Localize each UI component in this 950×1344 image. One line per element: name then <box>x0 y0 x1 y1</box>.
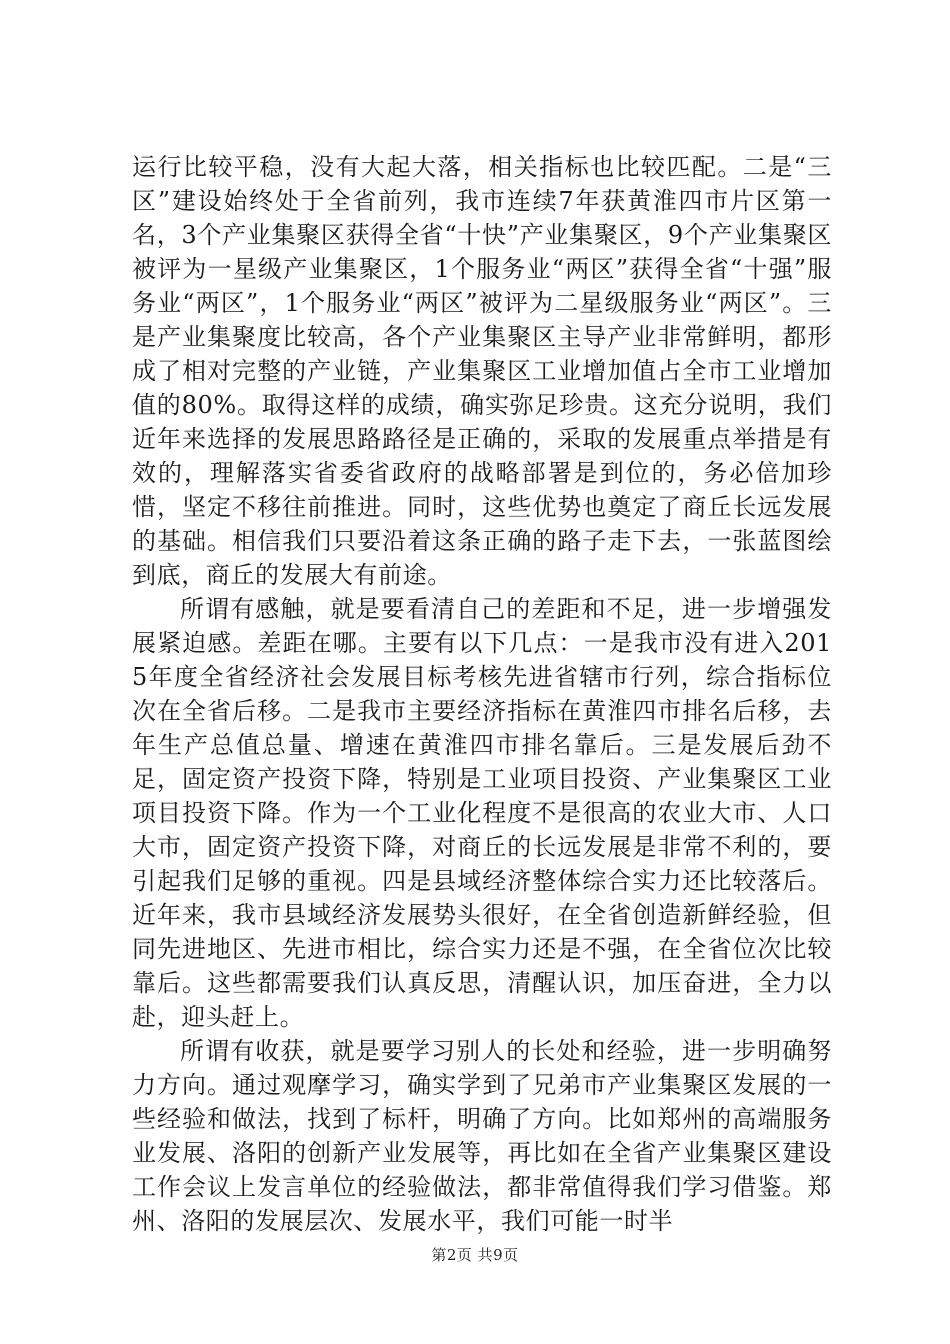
paragraph-gaps: 所谓有感触，就是要看清自己的差距和不足，进一步增强发展紧迫感。差距在哪。主要有以下几点：一是我市没有进入2015年度全省经济社会发展目标考核先进省辖市行列，综合指标位次在全省后移。二是我市主要经济指标在黄淮四市排名后移，去年生产总值总量、增速在黄淮四市排名靠后。三是发展后劲不足，固定资产投资下降，特别是工业项目投资、产业集聚区工业项目投资下降。作为一个工业化程度不是很高的农业大市、人口大市，固定资产投资下降，对商丘的长远发展是非常不利的，要引起我们足够的重视。四是县域经济整体综合实力还比较落后。近年来，我市县域经济发展势头很好，在全省创造新鲜经验，但同先进地区、先进市相比，综合实力还是不强，在全省位次比较靠后。这些都需要我们认真反思，清醒认识，加压奋进，全力以赴，迎头赶上。 <box>132 595 832 1031</box>
page-number-footer: 第2页 共9页 <box>431 1246 519 1264</box>
document-body <box>132 150 832 1238</box>
paragraph-gains: 所谓有收获，就是要学习别人的长处和经验，进一步明确努力方向。通过观摩学习，确实学到了兄弟市产业集聚区发展的一些经验和做法，找到了标杆，明确了方向。比如郑州的高端服务业发展、洛阳的创新产业发展等，再比如在全省产业集聚区建设工作会议上发言单位的经验做法，都非常值得我们学习借鉴。郑州、洛阳的发展层次、发展水平，我们可能一时半 <box>132 1037 832 1235</box>
paragraph-continuation: 运行比较平稳，没有大起大落，相关指标也比较匹配。二是“三区”建设始终处于全省前列，我市连续7年获黄淮四市片区第一名，3个产业集聚区获得全省“十快”产业集聚区，9个产业集聚区被评为一星级产业集聚区，1个服务业“两区”获得全省“十强”服务业“两区”，1个服务业“两区”被评为二星级服务业“两区”。三是产业集聚度比较高，各个产业集聚区主导产业非常鲜明，都形成了相对完整的产业链，产业集聚区工业增加值占全市工业增加值的80%。取得这样的成绩，确实弥足珍贵。这充分说明，我们近年来选择的发展思路路径是正确的，采取的发展重点举措是有效的，理解落实省委省政府的战略部署是到位的，务必倍加珍惜，坚定不移往前推进。同时，这些优势也奠定了商丘长远发展的基础。相信我们只要沿着这条正确的路子走下去，一张蓝图绘到底，商丘的发展大有前途。 <box>132 153 832 589</box>
